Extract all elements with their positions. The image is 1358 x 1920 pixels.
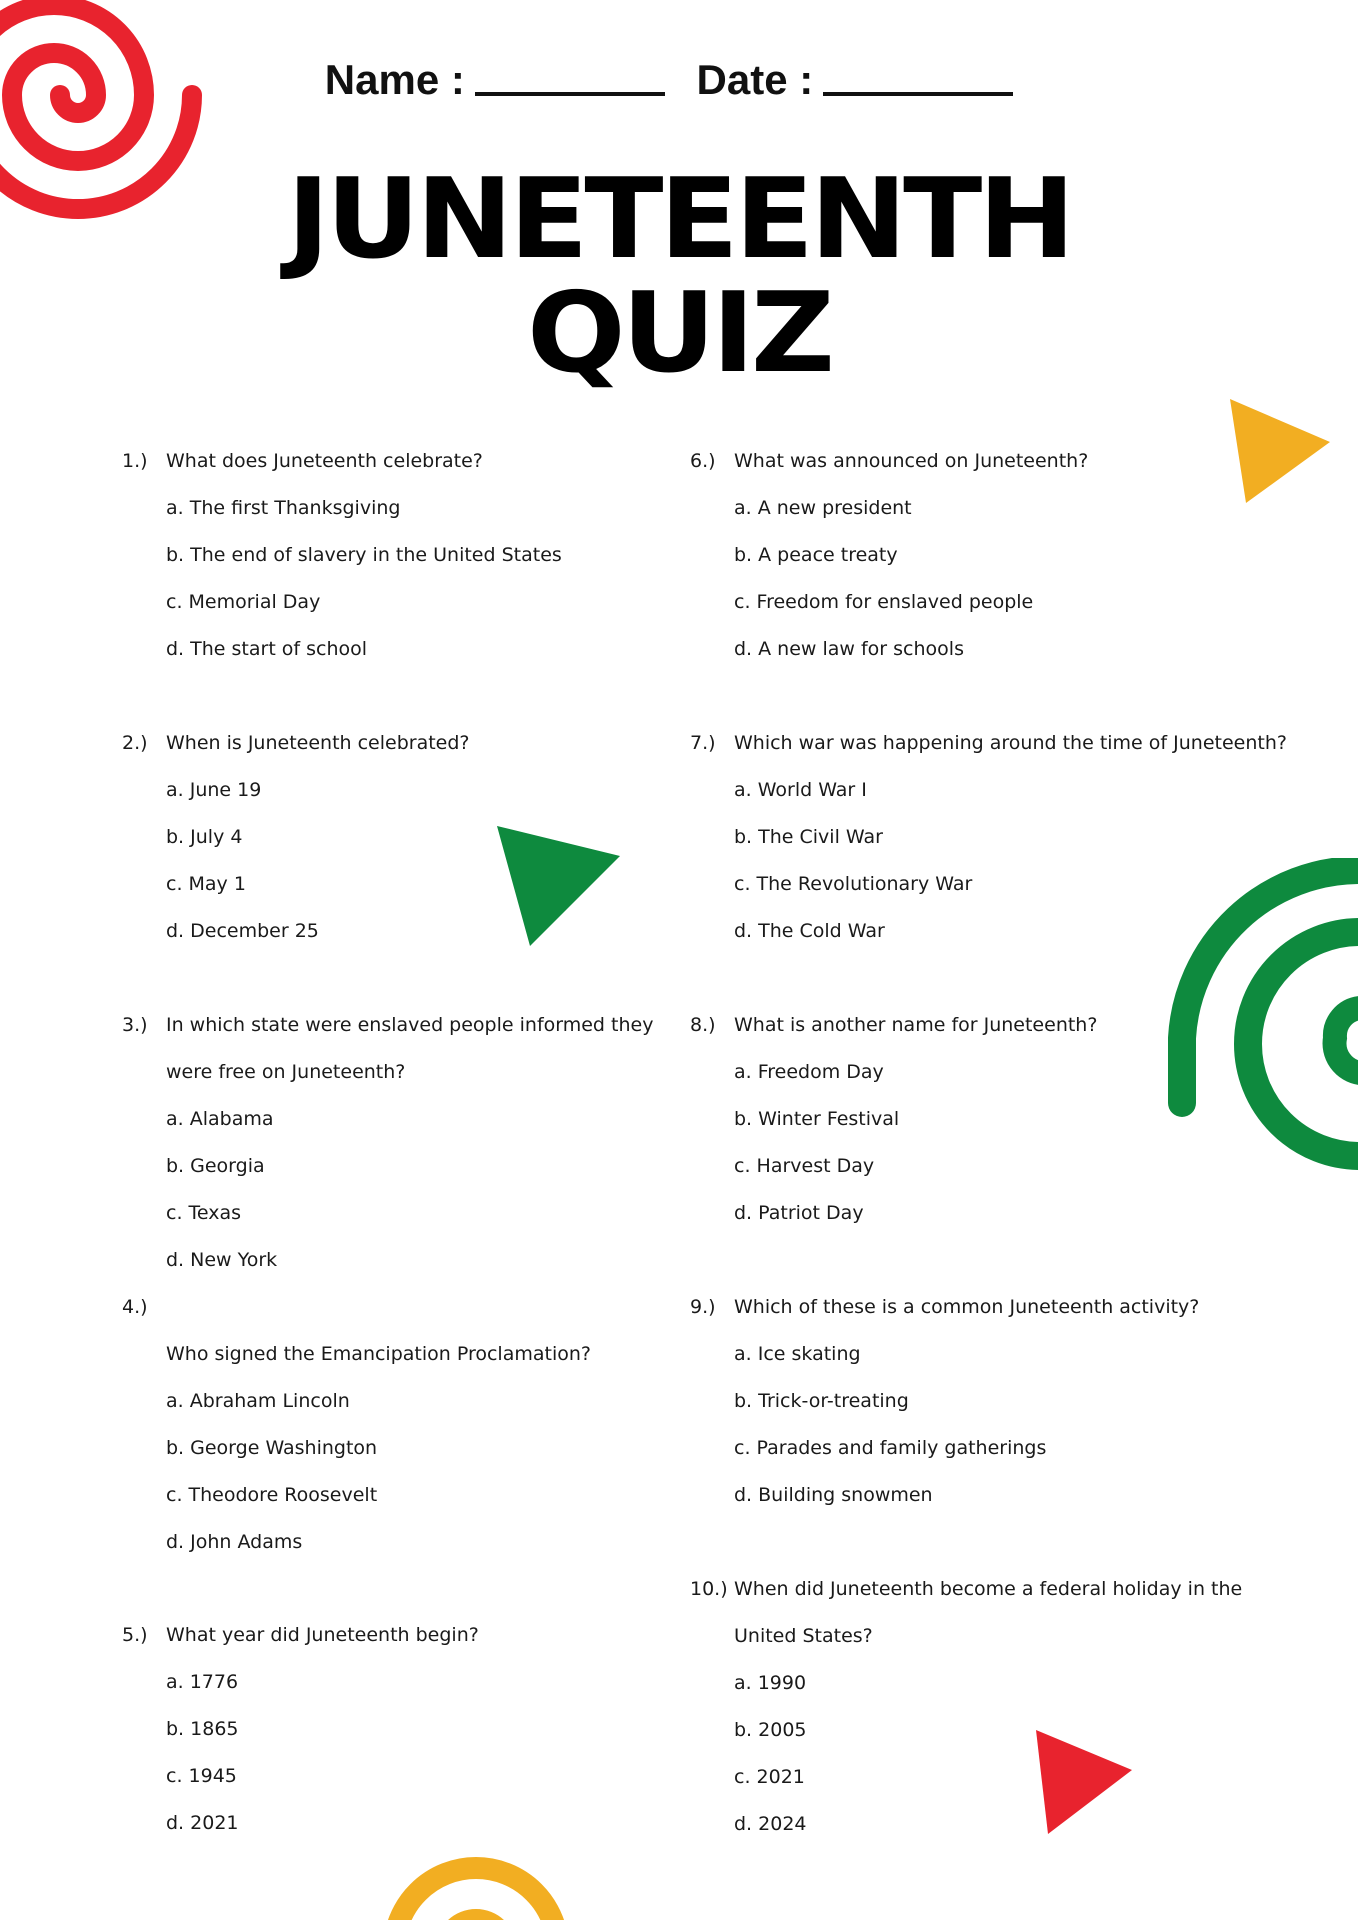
question-text: Which of these is a common Juneteenth activity? [734,1296,1200,1318]
question-text-continued: United States? [734,1625,873,1647]
answer-option[interactable]: b. A peace treaty [734,544,898,566]
answer-option[interactable]: c. The Revolutionary War [734,873,973,895]
question-5 [122,1612,662,1847]
answer-option[interactable]: a. The first Thanksgiving [166,497,401,519]
answer-option[interactable]: b. 2005 [734,1719,807,1741]
answer-option[interactable]: b. Georgia [166,1155,265,1177]
question-row [122,1284,662,1331]
question-number: 1.) [122,450,148,472]
question-7 [690,720,1287,955]
question-text: What was announced on Juneteenth? [734,450,1089,472]
question-number: 3.) [122,1014,148,1036]
answer-option[interactable]: d. The Cold War [734,920,885,942]
question-text-continued: Who signed the Emancipation Proclamation? [166,1343,591,1365]
answer-option[interactable]: c. Memorial Day [166,591,321,613]
question-text: What is another name for Juneteenth? [734,1014,1098,1036]
question-8 [690,1002,1230,1237]
question-2 [122,720,662,955]
question-text: What year did Juneteenth begin? [166,1624,479,1646]
answer-option[interactable]: b. George Washington [166,1437,378,1459]
question-row [690,1284,1230,1331]
answer-option[interactable]: b. July 4 [166,826,243,848]
date-blank-line[interactable] [823,58,1013,96]
question-number: 8.) [690,1014,716,1036]
question-number: 2.) [122,732,148,754]
question-10 [690,1566,1243,1848]
name-blank-line[interactable] [475,58,665,96]
answer-option[interactable]: a. 1990 [734,1672,807,1694]
question-text-continued: were free on Juneteenth? [166,1061,406,1083]
answer-option[interactable]: d. 2024 [734,1813,807,1835]
question-row [690,1002,1230,1049]
title-line-1: JUNETEENTH [286,155,1072,284]
question-text: When is Juneteenth celebrated? [166,732,470,754]
question-3 [122,1002,662,1284]
answer-option[interactable]: d. A new law for schools [734,638,964,660]
question-row [122,438,662,485]
answer-option[interactable]: d. The start of school [166,638,368,660]
question-text: In which state were enslaved people informed they [166,1014,654,1036]
answer-option[interactable]: c. Theodore Roosevelt [166,1484,378,1506]
question-1 [122,438,662,673]
question-row [122,1612,662,1659]
answer-option[interactable]: c. Freedom for enslaved people [734,591,1034,613]
question-row [690,720,1287,767]
name-date-header [0,56,1358,104]
answer-option[interactable]: d. New York [166,1249,278,1271]
answer-option[interactable]: d. John Adams [166,1531,303,1553]
answer-option[interactable]: d. December 25 [166,920,319,942]
name-label: Name : [324,56,465,103]
answer-option[interactable]: a. World War I [734,779,867,801]
yellow-triangle-decoration [1230,395,1340,505]
answer-option[interactable]: d. Building snowmen [734,1484,933,1506]
question-row [122,1002,662,1049]
answer-option[interactable]: a. A new president [734,497,912,519]
answer-option[interactable]: a. 1776 [166,1671,239,1693]
question-text: What does Juneteenth celebrate? [166,450,483,472]
answer-option[interactable]: a. Abraham Lincoln [166,1390,350,1412]
answer-option[interactable]: b. Winter Festival [734,1108,900,1130]
answer-option[interactable]: b. Trick-or-treating [734,1390,909,1412]
answer-option[interactable]: b. The Civil War [734,826,883,848]
answer-option[interactable]: c. Texas [166,1202,242,1224]
answer-option[interactable]: c. May 1 [166,873,246,895]
question-row [690,1566,1243,1613]
title-line-2: QUIZ [526,269,832,398]
question-text: When did Juneteenth become a federal holiday in the [734,1578,1243,1600]
answer-option[interactable]: b. The end of slavery in the United States [166,544,562,566]
question-number: 4.) [122,1296,148,1318]
answer-option[interactable]: a. Ice skating [734,1343,861,1365]
question-number: 6.) [690,450,716,472]
answer-option[interactable]: a. Alabama [166,1108,274,1130]
answer-option[interactable]: c. 2021 [734,1766,805,1788]
question-4 [122,1284,662,1566]
question-number: 5.) [122,1624,148,1646]
question-number: 9.) [690,1296,716,1318]
answer-option[interactable]: b. 1865 [166,1718,239,1740]
answer-option[interactable]: d. Patriot Day [734,1202,864,1224]
question-row [690,438,1230,485]
answer-option[interactable]: d. 2021 [166,1812,239,1834]
question-6 [690,438,1230,673]
question-text: Which war was happening around the time of Juneteenth? [734,732,1287,754]
answer-option[interactable]: c. 1945 [166,1765,237,1787]
question-number: 7.) [690,732,716,754]
answer-option[interactable]: a. June 19 [166,779,262,801]
question-number: 10.) [690,1578,728,1600]
date-label: Date : [696,56,814,103]
answer-option[interactable]: c. Parades and family gatherings [734,1437,1047,1459]
answer-option[interactable]: a. Freedom Day [734,1061,884,1083]
question-row [122,720,662,767]
question-9 [690,1284,1230,1519]
answer-option[interactable]: c. Harvest Day [734,1155,875,1177]
